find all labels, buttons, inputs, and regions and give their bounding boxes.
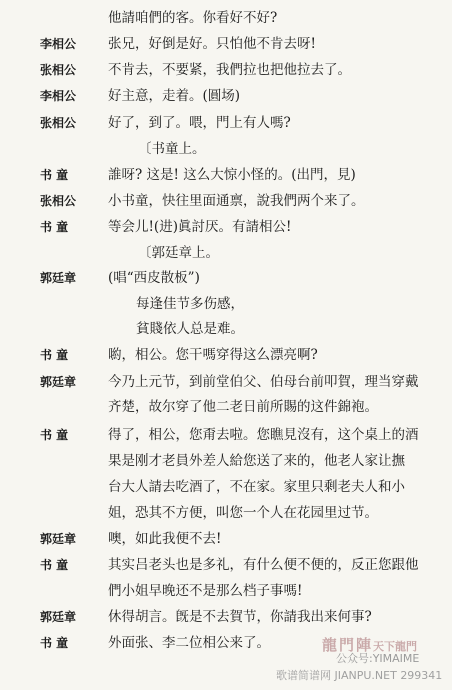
speaker-label: 书 童: [40, 220, 69, 234]
speaker-label: 李相公: [40, 37, 77, 51]
text-line: 姐，恐其不方便，叫您一个人在花园里过节。: [108, 505, 378, 521]
text-line: 外面张、李二位相公来了。: [108, 635, 270, 651]
speaker-label: 张相公: [40, 63, 77, 77]
watermark-brand-text: 龍門陣: [322, 636, 374, 654]
speaker-label: 李相公: [40, 89, 77, 103]
speaker-label: 书 童: [40, 428, 69, 442]
text-line: 其实吕老头也是多礼，有什么便不便的，反正您跟他: [108, 557, 419, 573]
text-line: 好了，到了。喂，門上有人嗎?: [108, 115, 291, 131]
text-line: 休得胡言。旣是不去賀节，你請我出来何事?: [108, 609, 372, 625]
verse-line: 貧賤依人总是难。: [136, 321, 244, 337]
text-line: 喲，相公。您干嗎穿得这么漂亮啊?: [108, 347, 318, 363]
speaker-label: 书 童: [40, 348, 69, 362]
stage-direction: 〔书童上。: [138, 141, 206, 157]
speaker-label: 郭廷章: [40, 532, 77, 546]
text-line: 們小姐早晚还不是那么档子事嗎!: [108, 583, 303, 599]
stage-direction: 〔郭廷章上。: [138, 245, 219, 261]
text-line: 今乃上元节，到前堂伯父、伯母台前叩賀，理当穿戴: [108, 374, 419, 390]
text-line: (唱“西皮散板”): [108, 270, 200, 286]
text-line: 果是刚才老員外差人給您送了来的，他老人家让撫: [108, 453, 405, 469]
text-line: 张兄，好倒是好。只怕他不肯去呀!: [108, 36, 316, 52]
text-line: 小书童，快往里面通禀，說我們两个来了。: [108, 193, 365, 209]
text-line: 等会儿!(进)眞討厌。有請相公!: [108, 219, 292, 235]
speaker-label: 书 童: [40, 636, 69, 650]
watermark-site: 歌谱简谱网 JIANPU.NET 299341: [276, 669, 443, 682]
speaker-label: 郭廷章: [40, 375, 77, 389]
speaker-label: 张相公: [40, 116, 77, 130]
text-line: 他請咱們的客。你看好不好?: [108, 10, 278, 26]
speaker-label: 书 童: [40, 168, 69, 182]
text-line: 好主意，走着。(圓场): [108, 88, 241, 104]
text-line: 得了，相公，您甭去啦。您瞧見沒有，这个桌上的酒: [108, 427, 419, 443]
watermark-brand-sub: 天下龍門: [373, 640, 418, 653]
text-line: 齐楚，故尔穿了他二老日前所賜的这件錦袍。: [108, 399, 378, 415]
speaker-label: 书 童: [40, 558, 69, 572]
text-line: 誰呀? 这是! 这么大惊小怪的。(出門，見): [108, 167, 356, 183]
speaker-label: 张相公: [40, 194, 77, 208]
text-line: 不肯去，不要紧，我們拉也把他拉去了。: [108, 62, 351, 78]
speaker-label: 郭廷章: [40, 610, 77, 624]
verse-line: 每逢佳节多伤感，: [136, 296, 244, 312]
watermark-account: 公众号:YIMAIME: [336, 652, 420, 665]
text-line: 台大人請去吃酒了，不在家。家里只剩老夫人和小: [108, 479, 405, 495]
text-line: 噢，如此我便不去!: [108, 531, 222, 547]
speaker-label: 郭廷章: [40, 271, 77, 285]
